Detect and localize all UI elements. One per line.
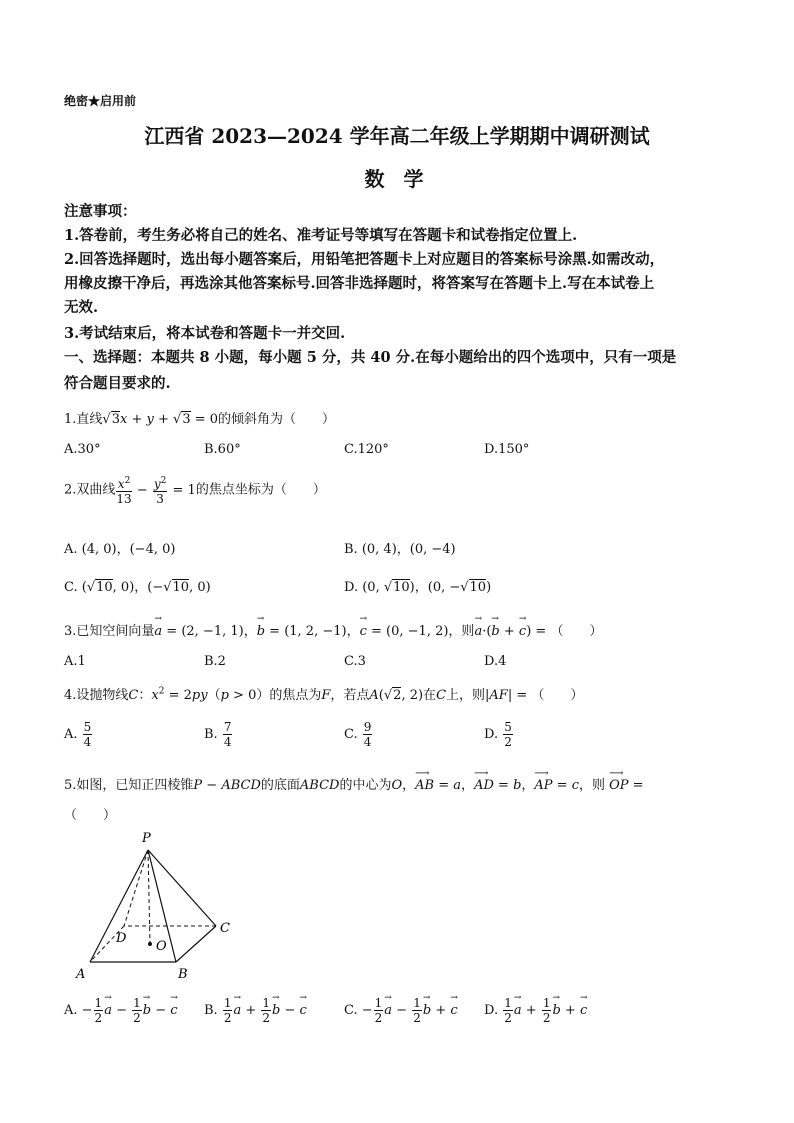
- q3-suffix: ，则: [448, 624, 475, 639]
- q3-expression: → a·(→ b + → c) =: [474, 624, 550, 639]
- q3-option-c: C.3: [344, 654, 366, 669]
- q3-option-b: B.2: [204, 654, 226, 669]
- q1-option-a: A.30°: [64, 442, 101, 457]
- q3-prefix: 3.已知空间向量: [64, 624, 155, 639]
- q5-option-d: D. $\frac{1}{2}$ → a + $\frac{1}{2}$ → b + → c: [484, 996, 587, 1025]
- label-a: A: [76, 967, 86, 982]
- q2-formula: $\frac{x^2}{13}$ − $\frac{y^2}{3}$ = 1: [116, 476, 196, 506]
- q5-option-c: C. − $\frac{1}{2}$ → a − $\frac{1}{2}$ → b + → c: [344, 996, 458, 1025]
- q4-option-c: C. $\frac{9}{4}$: [344, 720, 372, 749]
- question-2: [64, 474, 326, 506]
- q1-prefix: 1.直线: [64, 412, 103, 427]
- q1-option-b: B.60°: [204, 442, 241, 457]
- q5-option-b: B. $\frac{1}{2}$ → a + $\frac{1}{2}$ → b − → c: [204, 996, 307, 1025]
- q2-option-d: D. (0, √10)，(0, −√10): [344, 580, 492, 595]
- q2-option-c: C. (√10, 0)，(−√10, 0): [64, 580, 211, 595]
- section-1-line-2: 符合题目要求的.: [64, 375, 171, 392]
- q3-tail: （ ）: [550, 624, 603, 639]
- notice-item-1: 1.答卷前，考生务必将自己的姓名、准考证号等填写在答题卡和试卷指定位置上.: [64, 227, 578, 244]
- secret-label: 绝密★启用前: [64, 94, 137, 108]
- q4-prefix: 4.设抛物线: [64, 688, 129, 703]
- q1-formula: √3x + y + √3 = 0: [102, 412, 219, 427]
- q3-option-d: D.4: [484, 654, 507, 669]
- question-1: [64, 408, 335, 427]
- q1-option-c: C.120°: [344, 442, 389, 457]
- q1-option-d: D.150°: [484, 442, 530, 457]
- pyramid-figure: [72, 826, 242, 986]
- edge-bc: [176, 926, 216, 962]
- notice-item-2-line-3: 无效.: [64, 299, 99, 316]
- height-po: [148, 850, 150, 944]
- q1-suffix: 的倾斜角为（ ）: [218, 412, 336, 427]
- q4-option-b: B. $\frac{7}{4}$: [204, 720, 232, 749]
- label-b: B: [178, 967, 188, 982]
- label-c: C: [220, 921, 230, 936]
- q5-option-a: A. − $\frac{1}{2}$ → a − $\frac{1}{2}$ → b − → c: [64, 996, 178, 1025]
- notice-item-3: 3.考试结束后，将本试卷和答题卡一并交回.: [64, 325, 346, 342]
- q2-option-a: A. (4, 0)，(−4, 0): [64, 542, 176, 557]
- question-3: [64, 620, 602, 639]
- q3-option-a: A.1: [64, 654, 86, 669]
- section-1-line-1: 一、选择题：本题共 8 小题，每小题 5 分，共 40 分.在每小题给出的四个选项中，只有一项是: [64, 349, 677, 366]
- q2-prefix: 2.双曲线: [64, 482, 116, 498]
- question-4: 4.设抛物线C：$x^2 = 2py(p > 0)$的焦点为F，若点A(√2, 2)在C上，则|AF| = （ ）: [64, 686, 584, 703]
- notice-item-2-line-2: 用橡皮擦干净后，再选涂其他答案标号.回答非选择题时，将答案写在答题卡上.写在本试卷上: [64, 275, 655, 292]
- edge-pd: [124, 850, 148, 926]
- notice-item-2-line-1: 2.回答选择题时，选出每小题答案后，用铅笔把答题卡上对应题目的答案标号涂黑.如需改动，: [64, 251, 665, 268]
- q5-prefix: 5.如图，已知正四棱锥: [64, 778, 194, 793]
- center-point-o: [148, 942, 152, 946]
- exam-title: 江西省 2023—2024 学年高二年级上学期期中调研测试: [144, 124, 650, 148]
- notice-heading: 注意事项：: [64, 203, 137, 220]
- edge-pc: [148, 850, 216, 926]
- q2-suffix: 的焦点坐标为（ ）: [195, 482, 326, 498]
- q2-option-b: B. (0, 4)，(0, −4): [344, 542, 456, 557]
- q5-paren: （ ）: [64, 808, 117, 823]
- label-d: D: [116, 931, 127, 946]
- subject-title: 数 学: [364, 167, 430, 191]
- label-p: P: [142, 831, 151, 846]
- question-5: 5.如图，已知正四棱锥P − ABCD的底面ABCD的中心为O，⟶ AB = a，⟶ AD = b，⟶ AP = c，则 ⟶ OP =: [64, 774, 644, 793]
- q4-option-d: D. $\frac{5}{2}$: [484, 720, 512, 749]
- q4-option-a: A. $\frac{5}{4}$: [64, 720, 92, 749]
- q3-formula: → a = (2, −1, 1)，→ b = (1, 2, −1)，→ c = (0, −1, 2): [154, 624, 448, 639]
- label-o: O: [156, 939, 167, 954]
